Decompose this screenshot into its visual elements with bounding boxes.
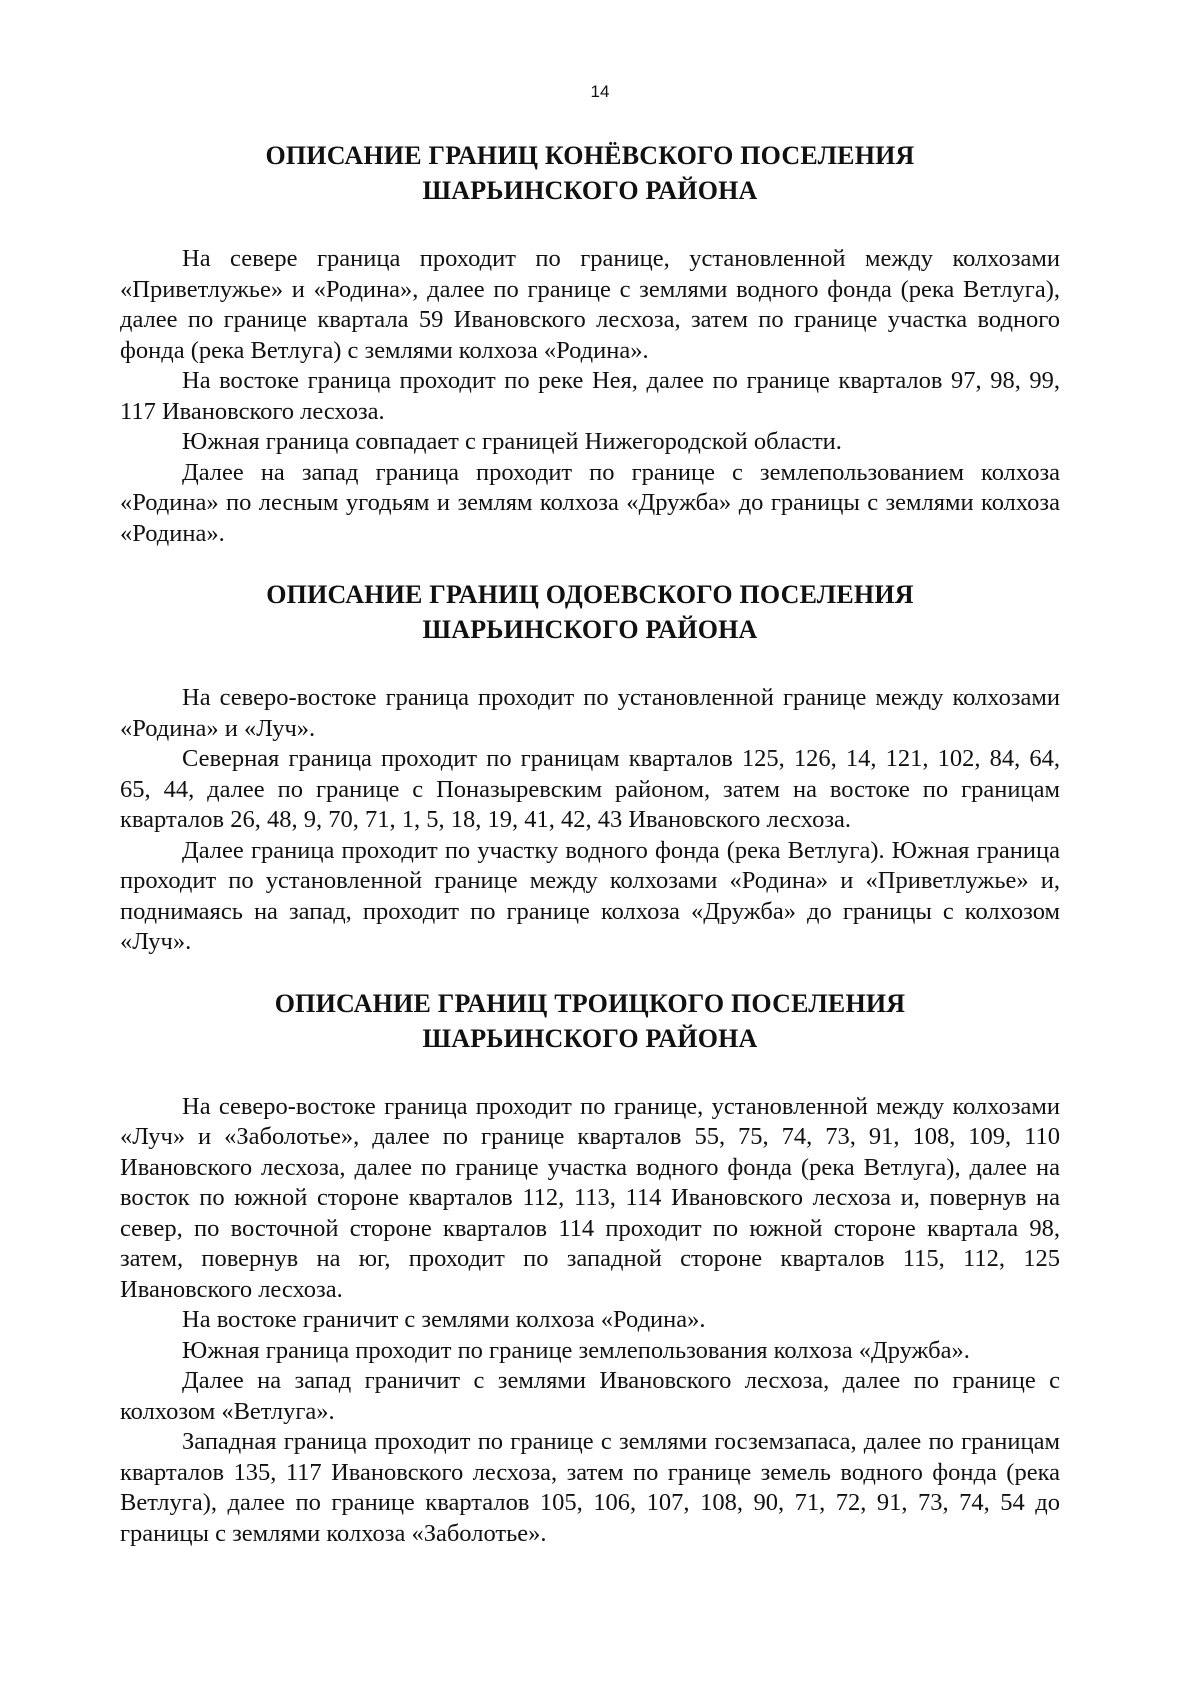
section-heading xyxy=(120,577,1060,647)
paragraph: Южная граница проходит по границе землепользования колхоза «Дружба». xyxy=(182,1336,970,1364)
heading-line: ШАРЬИНСКОГО РАЙОНА xyxy=(422,1023,758,1053)
heading-line: ОПИСАНИЕ ГРАНИЦ ОДОЕВСКОГО ПОСЕЛЕНИЯ xyxy=(266,580,914,609)
paragraph: Западная граница проходит по границе с землями госземзапаса, далее по границам кварталов 135, 117 Ивановского лесхоза, затем по границе земель водного фонда (река Ветлуга), далее по границе кварталов 105, 106, 107, 108, 90, 71, 72, 91, 73, 74, 54 до границы с землями колхоза «Заболотье». xyxy=(120,1428,1060,1547)
section-troitskoe xyxy=(120,986,1060,1550)
paragraph: Южная граница совпадает с границей Нижегородской области. xyxy=(182,428,842,455)
heading-line: ОПИСАНИЕ ГРАНИЦ КОНЁВСКОГО ПОСЕЛЕНИЯ xyxy=(265,141,915,170)
section-odoevskoe xyxy=(120,577,1060,958)
section-konevskoe xyxy=(120,138,1060,549)
paragraph: Далее на запад граница проходит по границе с землепользованием колхоза «Родина» по лесным угодьям и землям колхоза «Дружба» до границы с землями колхоза «Родина». xyxy=(120,458,1060,547)
paragraph: На северо-востоке граница проходит по границе, установленной между колхозами «Луч» и «Заболотье», далее по границе кварталов 55, 75, 74, 73, 91, 108, 109, 110 Ивановского лесхоза, далее по границе участка водного фонда (река Ветлуга), далее на восток по южной стороне кварталов 112, 113, 114 Ивановского лесхоза и, повернув на север, по восточной стороне кварталов 114 проходит по южной стороне квартала 98, затем, повернув на юг, проходит по западной стороне кварталов 115, 112, 125 Ивановского лесхоза. xyxy=(120,1092,1060,1303)
paragraph: Северная граница проходит по границам кварталов 125, 126, 14, 121, 102, 84, 64, 65, 44, далее по границе с Поназыревским районом, затем на востоке по границам кварталов 26, 48, 9, 70, 71, 1, 5, 18, 19, 41, 42, 43 Ивановского лесхоза. xyxy=(120,745,1060,833)
section-heading xyxy=(120,986,1060,1056)
paragraph: На северо-востоке граница проходит по установленной границе между колхозами «Родина» и «Луч». xyxy=(120,684,1060,742)
paragraph: На севере граница проходит по границе, установленной между колхозами «Приветлужье» и «Родина», далее по границе с землями водного фонда (река Ветлуга), далее по границе квартала 59 Ивановского лесхоза, затем по границе участка водного фонда (река Ветлуга) с землями колхоза «Родина». xyxy=(120,245,1060,364)
paragraph: Далее на запад граничит с землями Ивановского лесхоза, далее по границе с колхозом «Ветлуга». xyxy=(120,1367,1060,1425)
section-heading xyxy=(120,138,1060,208)
heading-line: ОПИСАНИЕ ГРАНИЦ ТРОИЦКОГО ПОСЕЛЕНИЯ xyxy=(274,988,906,1018)
paragraph: На востоке граница проходит по реке Нея, далее по границе кварталов 97, 98, 99, 117 Ивановского лесхоза. xyxy=(120,367,1060,425)
page-number: 14 xyxy=(590,82,610,101)
paragraph: Далее граница проходит по участку водного фонда (река Ветлуга). Южная граница проходит по установленной границе между колхозами «Родина» и «Приветлужье» и, поднимаясь на запад, проходит по границе колхоза «Дружба» до границы с колхозом «Луч». xyxy=(120,836,1060,955)
document-body xyxy=(120,138,1060,1549)
paragraph: На востоке граничит с землями колхоза «Родина». xyxy=(182,1306,706,1333)
heading-line: ШАРЬИНСКОГО РАЙОНА xyxy=(422,615,758,644)
heading-line: ШАРЬИНСКОГО РАЙОНА xyxy=(422,176,758,205)
